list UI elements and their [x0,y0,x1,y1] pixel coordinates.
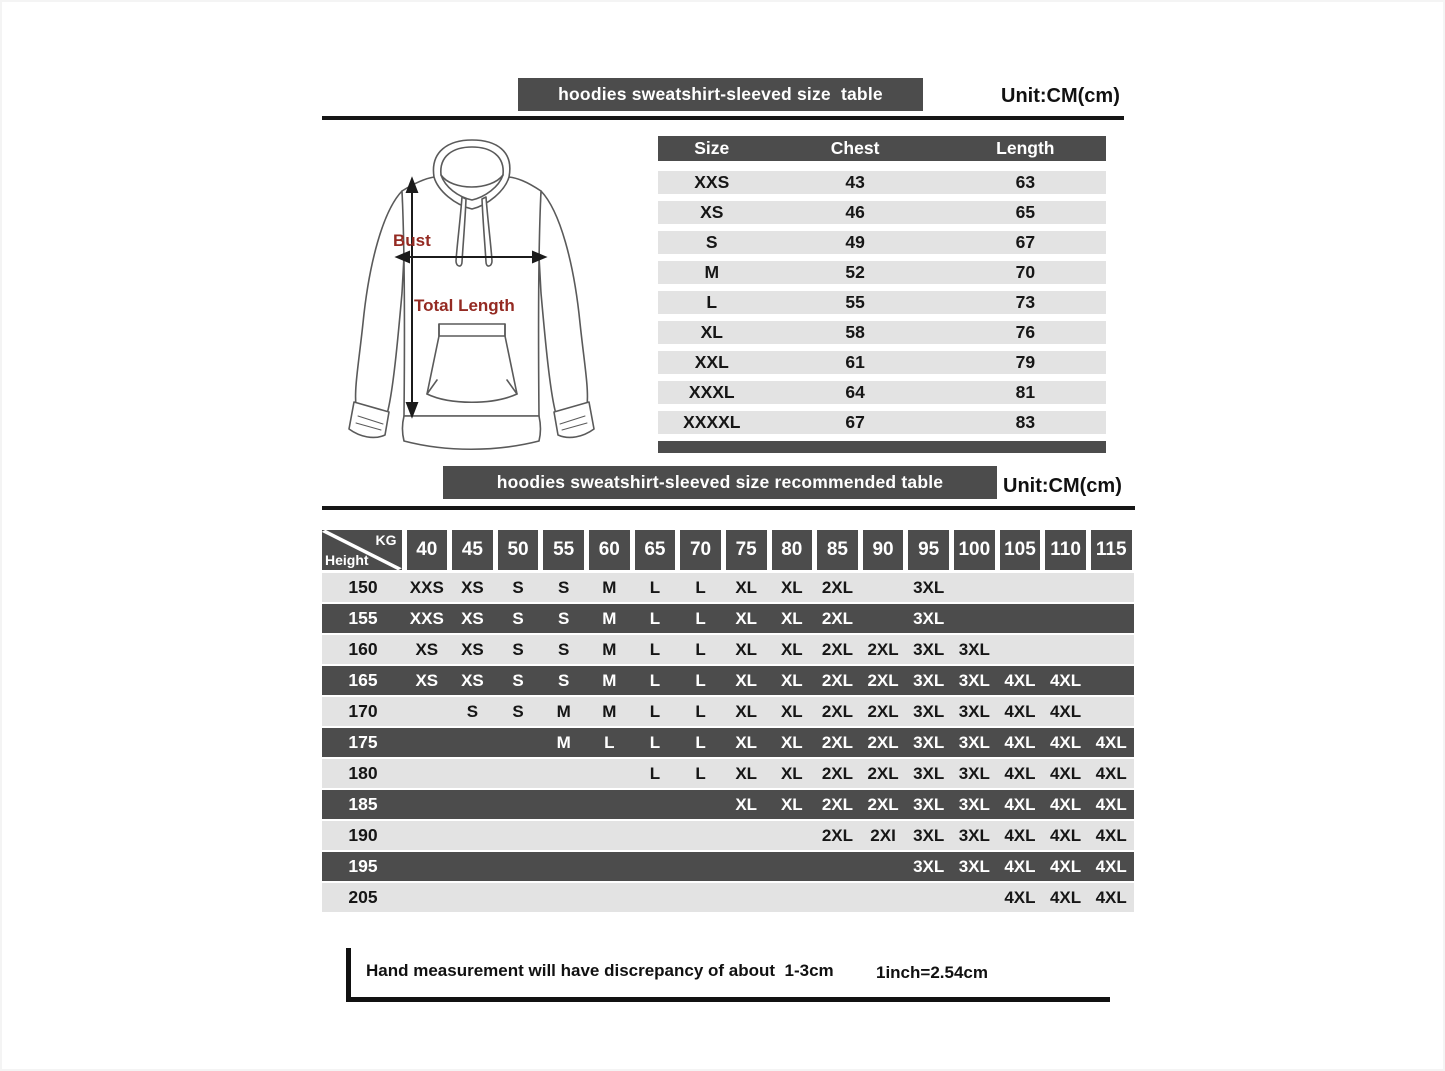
chest-column-header: Chest [830,138,880,158]
matrix-cell: L [695,639,706,659]
chest-cell: 67 [845,412,865,432]
matrix-cell: S [512,701,524,721]
matrix-cell: XS [461,639,484,659]
length-cell: 65 [1015,202,1036,222]
matrix-cell: XS [461,670,484,690]
weight-header-cell: 110 [1045,530,1086,570]
matrix-cell: L [649,670,661,690]
matrix-cell: S [512,608,524,628]
size-cell: XXXL [688,382,735,402]
matrix-cell: 2XL [821,577,854,597]
matrix-cell: XL [780,732,803,752]
unit-label: Unit:CM(cm) [1001,85,1120,107]
matrix-cell: 2XL [867,794,899,814]
weight-header-cell: 105 [1000,530,1041,570]
size-table-title-bar [518,78,923,111]
matrix-cell: 4XL [1049,856,1082,876]
matrix-cell: XL [780,701,803,721]
weight-header-cell: 95 [908,530,949,570]
matrix-cell: XS [415,670,439,690]
recommended-table-title-bar [443,466,997,499]
chest-cell: 64 [845,382,865,402]
height-cell: 180 [348,763,378,783]
height-cell: 185 [348,794,378,814]
size-cell: S [705,232,718,252]
size-cell: L [706,292,718,312]
matrix-cell: S [558,577,570,597]
matrix-row [322,821,1134,850]
size-table-row [658,291,1106,314]
matrix-cell: 4XL [1095,856,1127,876]
matrix-cell: M [602,639,617,659]
size-cell: XXXXL [683,412,741,432]
matrix-cell: 4XL [1004,732,1036,752]
matrix-cell: 2XL [821,670,854,690]
inch-conversion-note: 1inch=2.54cm [876,963,988,982]
footer-bottom-bar [346,997,1110,1002]
height-cell: 195 [348,856,378,876]
matrix-row [322,883,1134,912]
matrix-cell: L [695,577,706,597]
matrix-row [322,604,1134,633]
matrix-cell: 3XL [913,577,945,597]
matrix-cell: XS [461,577,484,597]
height-cell: 190 [348,825,378,845]
matrix-cell: M [602,577,617,597]
size-table-row [658,171,1106,194]
matrix-cell: L [695,732,706,752]
bust-label: Bust [393,231,431,250]
matrix-corner-cell [322,530,402,570]
matrix-cell: L [695,608,706,628]
unit-label: Unit:CM(cm) [1003,475,1122,497]
divider-rule [322,116,1124,120]
matrix-cell: 2XL [821,794,854,814]
weight-header-cell: 65 [635,530,676,570]
weight-header-cell: 75 [726,530,767,570]
size-table-header [658,136,1106,161]
matrix-cell: L [649,577,661,597]
matrix-cell: 4XL [1095,825,1127,845]
matrix-cell: S [558,608,570,628]
chest-cell: 46 [845,202,865,222]
footer-left-bar [346,948,351,1002]
matrix-cell: 2XL [867,639,899,659]
matrix-cell: 3XL [913,794,945,814]
height-cell: 150 [348,577,378,597]
weight-header-cell: 40 [407,530,448,570]
weight-header-cell: 50 [498,530,539,570]
matrix-cell: S [512,577,524,597]
chest-cell: 55 [845,292,865,312]
matrix-cell: L [649,701,661,721]
matrix-cell: L [604,732,615,752]
matrix-cell: 2XL [821,825,854,845]
matrix-row [322,759,1134,788]
matrix-cell: 3XL [958,856,990,876]
size-cell: XL [700,322,723,342]
matrix-cell: 3XL [913,763,945,783]
length-cell: 73 [1015,292,1036,312]
size-table [658,136,1106,453]
matrix-cell: 4XL [1004,794,1036,814]
height-cell: 155 [348,608,378,628]
recommendation-matrix [322,530,1134,914]
size-table-row [658,321,1106,344]
matrix-cell: XL [735,577,758,597]
length-cell: 70 [1015,262,1036,282]
matrix-cell: 3XL [958,794,990,814]
weight-header-cell: 100 [954,530,995,570]
length-cell: 63 [1015,172,1036,192]
matrix-cell: 3XL [913,732,945,752]
height-cell: 165 [348,670,378,690]
recommended-table-title: hoodies sweatshirt-sleeved size recommended table [496,472,944,492]
total-length-label: Total Length [414,296,515,315]
matrix-cell: 4XL [1095,794,1127,814]
matrix-cell: S [512,670,524,690]
matrix-cell: 4XL [1004,887,1036,907]
matrix-cell: 3XL [958,825,990,845]
size-column-header: Size [694,138,730,158]
weight-header-cell: 85 [817,530,858,570]
weight-header-cell: 115 [1091,530,1132,570]
weight-header-cell: 60 [589,530,630,570]
matrix-cell: 3XL [958,763,990,783]
matrix-cell: XS [461,608,484,628]
matrix-row [322,635,1134,664]
chest-cell: 49 [845,232,865,252]
matrix-cell: L [695,670,706,690]
matrix-cell: 4XL [1049,763,1082,783]
weight-header-cell: 90 [863,530,904,570]
matrix-cell: 4XL [1049,887,1082,907]
size-table-row [658,231,1106,254]
size-cell: M [704,262,720,282]
matrix-cell: 2XL [867,732,899,752]
height-cell: 170 [348,701,378,721]
chest-cell: 58 [845,322,865,342]
size-cell: XXL [694,352,729,372]
matrix-cell: L [649,639,661,659]
height-cell: 175 [348,732,378,752]
length-cell: 81 [1015,382,1036,402]
matrix-cell: 4XL [1095,763,1127,783]
size-table-row [658,261,1106,284]
matrix-cell: M [602,608,617,628]
matrix-cell: 2XL [821,608,854,628]
matrix-cell: 3XL [913,825,945,845]
matrix-cell: XL [735,670,758,690]
matrix-row [322,666,1134,695]
length-cell: 79 [1015,352,1036,372]
size-table-footer-bar [658,441,1106,453]
matrix-cell: 2XL [867,670,899,690]
size-table-body [658,171,1106,434]
matrix-cell: 2XL [821,701,854,721]
matrix-cell: M [602,670,617,690]
matrix-cell: XL [780,608,803,628]
matrix-cell: 4XL [1049,732,1082,752]
size-cell: XXS [694,172,730,192]
matrix-cell: 3XL [913,670,945,690]
matrix-row [322,728,1134,757]
matrix-cell: S [512,639,524,659]
matrix-cell: L [695,701,706,721]
matrix-cell: 4XL [1049,670,1082,690]
chest-cell: 43 [845,172,865,192]
matrix-cell: XL [780,794,803,814]
matrix-cell: 3XL [913,608,945,628]
matrix-cell: XXS [409,577,444,597]
weight-header-cell: 45 [452,530,493,570]
matrix-cell: S [558,670,570,690]
measurement-note: Hand measurement will have discrepancy of about 1-3cm [366,961,834,980]
matrix-cell: 3XL [913,701,945,721]
weight-header-cell: 70 [680,530,721,570]
matrix-cell: 2XL [821,639,854,659]
matrix-cell: 4XL [1004,670,1036,690]
matrix-cell: XL [780,577,803,597]
matrix-cell: 3XL [958,639,990,659]
matrix-cell: L [649,608,661,628]
matrix-cell: L [695,763,706,783]
length-cell: 83 [1015,412,1036,432]
matrix-cell: S [466,701,479,721]
matrix-row [322,573,1134,602]
matrix-cell: L [649,763,661,783]
matrix-cell: XL [735,639,758,659]
matrix-cell: 2XL [867,701,899,721]
matrix-cell: 2XL [821,732,854,752]
chest-cell: 61 [845,352,865,372]
matrix-cell: 4XL [1049,825,1082,845]
size-table-row [658,411,1106,434]
matrix-cell: XS [415,639,439,659]
height-cell: 205 [348,887,378,907]
hoodie-diagram [338,133,608,458]
matrix-cell: M [602,701,617,721]
corner-kg-label: KG [375,532,397,548]
size-cell: XS [700,202,724,222]
weight-header-cell: 80 [772,530,813,570]
length-cell: 67 [1015,232,1036,252]
matrix-cell: 3XL [913,856,945,876]
matrix-cell: 3XL [958,701,990,721]
matrix-cell: 3XL [958,670,990,690]
length-column-header: Length [996,138,1055,158]
matrix-cell: 4XL [1049,794,1082,814]
matrix-row [322,790,1134,819]
corner-height-label: Height [325,552,369,568]
matrix-cell: S [558,639,570,659]
height-cell: 160 [348,639,378,659]
divider-rule [322,506,1135,510]
matrix-cell: 4XL [1095,887,1127,907]
matrix-row [322,697,1134,726]
matrix-cell: 4XL [1004,763,1036,783]
matrix-cell: XL [735,732,758,752]
matrix-row [322,852,1134,881]
matrix-cell: XXS [409,608,444,628]
matrix-cell: 2XI [870,825,896,845]
matrix-cell: 3XL [958,732,990,752]
length-cell: 76 [1015,322,1036,342]
matrix-cell: 4XL [1049,701,1082,721]
chest-cell: 52 [845,262,865,282]
size-table-row [658,351,1106,374]
matrix-cell: XL [735,794,758,814]
matrix-header [322,530,1134,570]
matrix-cell: XL [780,639,803,659]
matrix-cell: 4XL [1004,701,1036,721]
matrix-cell: L [649,732,661,752]
size-table-title: hoodies sweatshirt-sleeved size table [558,84,883,104]
matrix-cell: 2XL [821,763,854,783]
matrix-cell: XL [780,763,803,783]
matrix-body [322,573,1134,912]
matrix-cell: 4XL [1095,732,1127,752]
matrix-cell: 4XL [1004,856,1036,876]
matrix-cell: XL [735,763,758,783]
matrix-cell: XL [735,701,758,721]
matrix-cell: 3XL [913,639,945,659]
matrix-cell: 4XL [1004,825,1036,845]
matrix-cell: M [556,732,571,752]
weight-header-cell: 55 [543,530,584,570]
matrix-cell: XL [780,670,803,690]
matrix-cell: 2XL [867,763,899,783]
size-table-row [658,201,1106,224]
matrix-cell: XL [735,608,758,628]
size-table-row [658,381,1106,404]
matrix-cell: M [556,701,571,721]
